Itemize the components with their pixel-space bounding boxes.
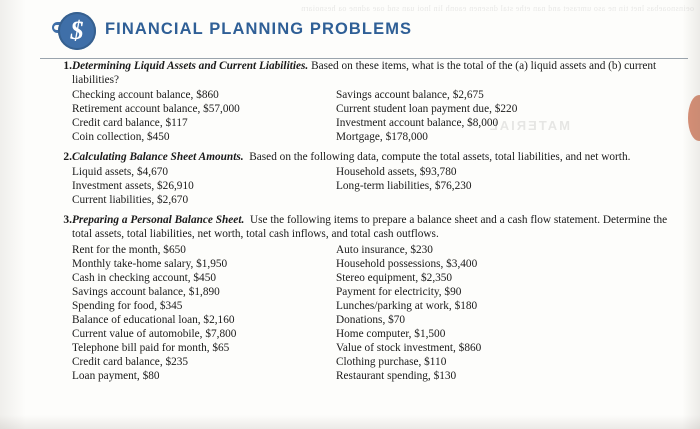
list-item: Donations, $70 <box>336 314 406 327</box>
problem-items-columns <box>72 165 686 207</box>
list-item: Spending for food, $345 <box>72 300 183 312</box>
problem-title: Calculating Balance Sheet Amounts. <box>72 150 244 163</box>
problem-prompt <box>72 151 686 165</box>
scan-bleedthrough-top: oeinsnoaebas lnet tin ne aso umraset and nan ethe stal dnsenen eaonh lin lnoi uan snd oae adnne oa hesnoiarn <box>300 4 694 13</box>
problem-items-columns <box>72 243 686 384</box>
list-item: Cash in checking account, $450 <box>72 271 216 284</box>
list-item: Checking account balance, $860 <box>72 89 219 102</box>
list-item: Credit card balance, $117 <box>72 117 188 130</box>
list-item: Coin collection, $450 <box>72 131 170 144</box>
list-item: Clothing purchase, $110 <box>336 356 447 369</box>
problem-title: Preparing a Personal Balance Sheet. <box>72 214 245 227</box>
list-item: Current value of automobile, $7,800 <box>72 328 237 341</box>
page-header <box>0 8 700 56</box>
header-divider <box>40 58 688 59</box>
problem-number: 1. <box>63 60 72 72</box>
list-item: Telephone bill paid for month, $65 <box>72 342 230 355</box>
list-item: Current liabilities, $2,670 <box>72 194 189 207</box>
list-item: Stereo equipment, $2,350 <box>336 271 453 284</box>
list-item: Monthly take-home salary, $1,950 <box>72 257 228 270</box>
list-item: Auto insurance, $230 <box>336 243 433 256</box>
list-item: Home computer, $1,500 <box>336 328 446 341</box>
problem-title: Determining Liquid Assets and Current Liabilities. <box>72 60 309 72</box>
problem-number: 3. <box>63 214 72 227</box>
list-item: Lunches/parking at work, $180 <box>336 300 478 312</box>
problem-question: Use the following items to prepare a balance sheet and a cash flow statement. Determine the total assets, total liabilities, net worth, total cash inflows, and total cash outflows. <box>72 214 668 241</box>
problem-question: Based on these items, what is the total of the (a) liquid assets and (b) current liabilities? <box>72 60 657 86</box>
problems-list <box>0 60 700 386</box>
problem-items-left <box>72 243 322 384</box>
problem-items-left <box>72 165 322 207</box>
problem-items-right <box>322 243 686 384</box>
scan-bleedthrough-middle: MATERIAL <box>487 118 570 133</box>
list-item: Mortgage, $178,000 <box>336 131 428 144</box>
list-item: Liquid assets, $4,670 <box>72 166 169 179</box>
problem-items-right <box>322 165 686 207</box>
problem-item <box>0 214 700 383</box>
list-item: Investment account balance, $8,000 <box>336 117 499 130</box>
list-item: Household possessions, $3,400 <box>336 257 478 270</box>
list-item: Investment assets, $26,910 <box>72 180 194 193</box>
problem-item <box>0 60 700 145</box>
dollar-sign-icon: $ <box>70 16 84 45</box>
problem-prompt <box>72 214 686 241</box>
problem-item <box>0 151 700 208</box>
list-item: Long-term liabilities, $76,230 <box>336 180 472 193</box>
problem-question: Based on the following data, compute the total assets, total liabilities, and net worth. <box>249 150 631 163</box>
list-item: Savings account balance, $1,890 <box>72 285 220 298</box>
problem-items-left <box>72 88 322 144</box>
list-item: Current student loan payment due, $220 <box>336 103 518 116</box>
problem-number: 2. <box>63 150 72 163</box>
list-item: Loan payment, $80 <box>72 370 160 383</box>
list-item: Restaurant spending, $130 <box>336 370 457 383</box>
list-item: Payment for electricity, $90 <box>336 285 462 298</box>
problem-items-columns <box>72 88 686 144</box>
list-item: Credit card balance, $235 <box>72 356 189 369</box>
page-title: FINANCIAL PLANNING PROBLEMS <box>105 20 413 38</box>
problem-prompt <box>72 60 686 87</box>
list-item: Savings account balance, $2,675 <box>336 89 484 102</box>
list-item: Rent for the month, $650 <box>72 243 186 256</box>
list-item: Household assets, $93,780 <box>336 166 457 179</box>
list-item: Balance of educational loan, $2,160 <box>72 314 235 327</box>
list-item: Retirement account balance, $57,000 <box>72 103 240 116</box>
problem-items-right <box>322 88 686 144</box>
money-logo-icon <box>52 12 96 56</box>
list-item: Value of stock investment, $860 <box>336 342 482 355</box>
scan-edge-shadow-bottom <box>0 415 700 429</box>
